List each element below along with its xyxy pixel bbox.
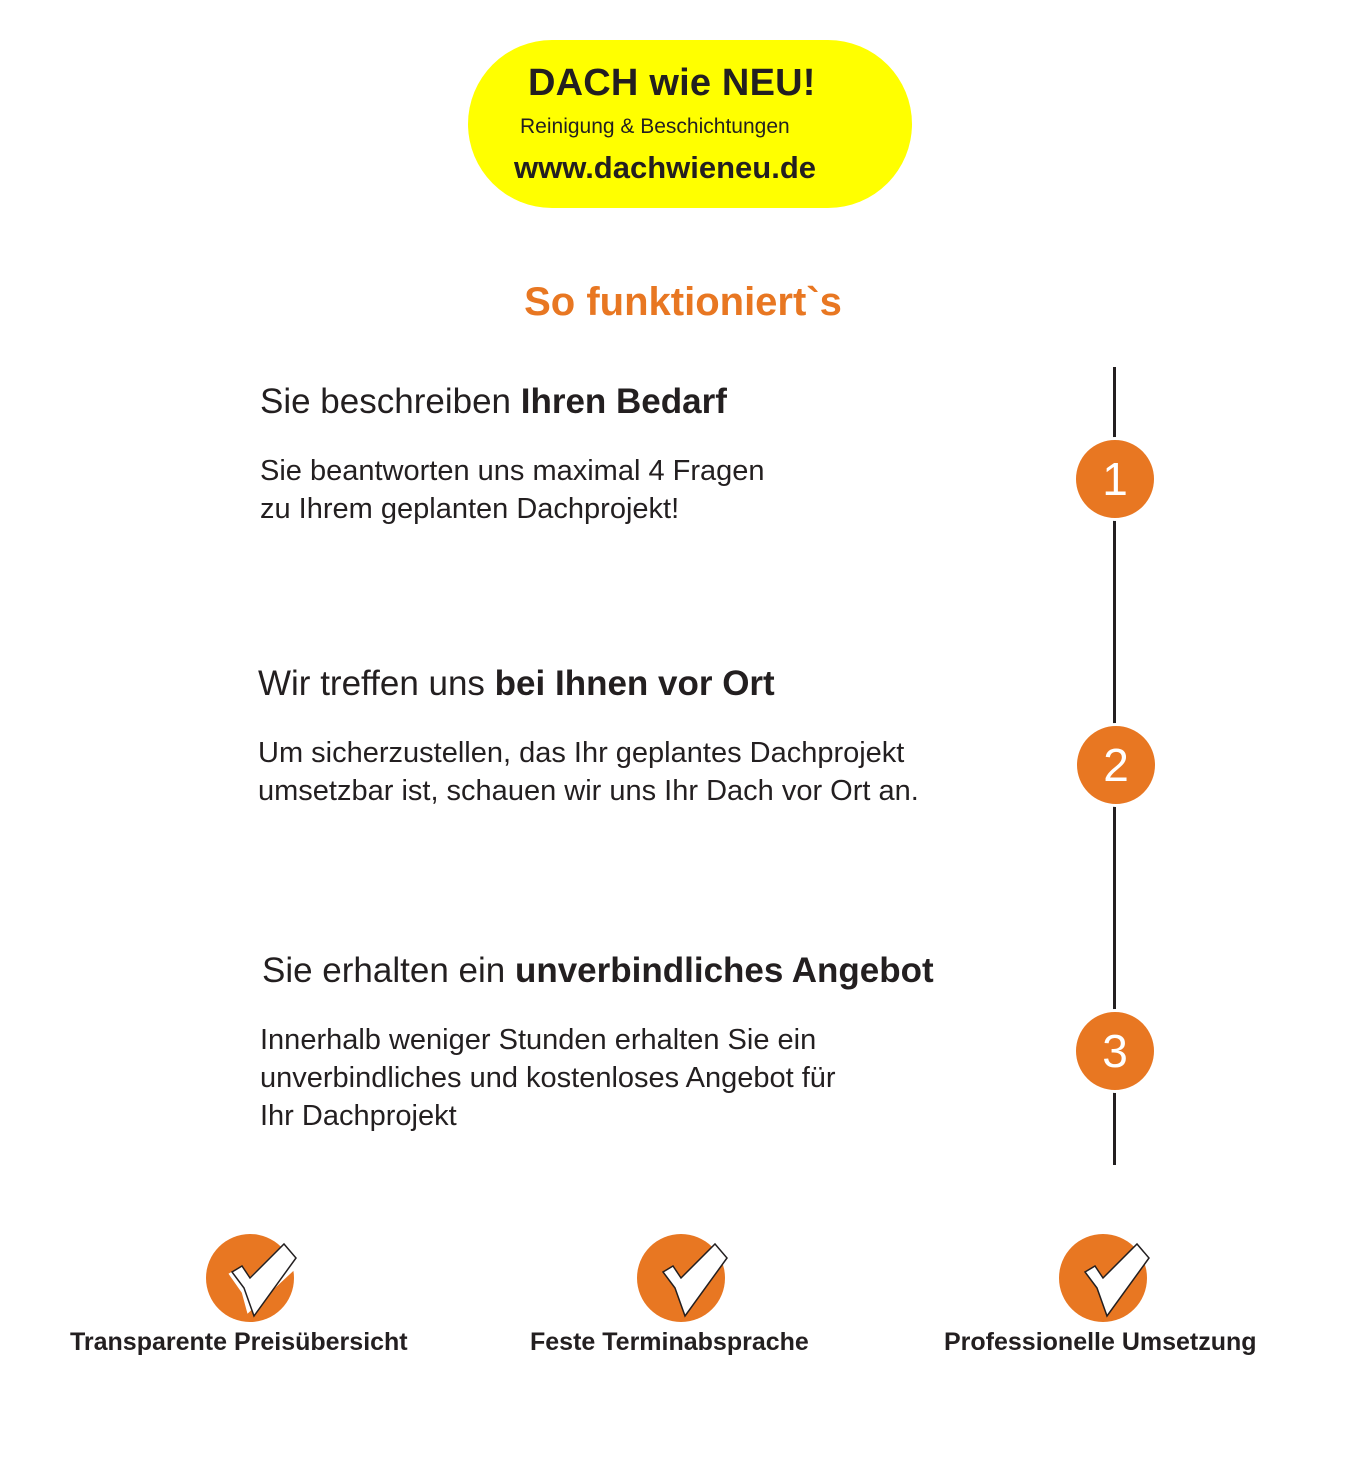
step-1-title-prefix: Sie beschreiben xyxy=(260,382,521,421)
step-2-title-prefix: Wir treffen uns xyxy=(258,664,495,703)
step-2-desc-line: Um sicherzustellen, das Ihr geplantes Dachprojekt xyxy=(258,737,905,769)
logo-url[interactable]: www.dachwieneu.de xyxy=(514,150,817,185)
step-2-description xyxy=(258,734,919,810)
step-1-desc-line: Sie beantworten uns maximal 4 Fragen xyxy=(260,455,765,487)
logo-title: DACH wie NEU! xyxy=(528,62,816,104)
step-3-title-bold: unverbindliches Angebot xyxy=(514,951,934,990)
step-3-desc-line: Innerhalb weniger Stunden erhalten Sie ein xyxy=(260,1024,817,1056)
feature-label: Transparente Preisübersicht xyxy=(70,1328,408,1356)
step-1-description xyxy=(260,452,765,528)
step-3-desc-line: unverbindliches und kostenloses Angebot für xyxy=(260,1062,836,1094)
step-2-title xyxy=(258,664,775,704)
step-3-number-badge: 3 xyxy=(1073,1009,1157,1093)
step-3-title xyxy=(262,951,934,991)
logo-subtitle: Reinigung & Beschichtungen xyxy=(520,115,790,138)
feature-label: Professionelle Umsetzung xyxy=(944,1328,1257,1356)
step-1-title-bold: Ihren Bedarf xyxy=(520,382,727,421)
step-3-desc-line: Ihr Dachprojekt xyxy=(260,1100,457,1132)
page-title: So funktioniert`s xyxy=(524,280,842,324)
logo xyxy=(468,40,912,208)
check-icon xyxy=(1057,1232,1167,1322)
feature-label: Feste Terminabsprache xyxy=(530,1328,809,1356)
step-1-number-badge: 1 xyxy=(1073,437,1157,521)
check-icon xyxy=(635,1232,745,1322)
step-1-title xyxy=(260,382,727,422)
step-3-description xyxy=(260,1021,836,1135)
step-2-title-bold: bei Ihnen vor Ort xyxy=(494,664,775,703)
check-icon xyxy=(204,1232,314,1322)
step-2-desc-line: umsetzbar ist, schauen wir uns Ihr Dach vor Ort an. xyxy=(258,775,919,807)
step-2-number-badge: 2 xyxy=(1074,723,1158,807)
step-1-desc-line: zu Ihrem geplanten Dachprojekt! xyxy=(260,493,680,525)
step-3-title-prefix: Sie erhalten ein xyxy=(262,951,515,990)
